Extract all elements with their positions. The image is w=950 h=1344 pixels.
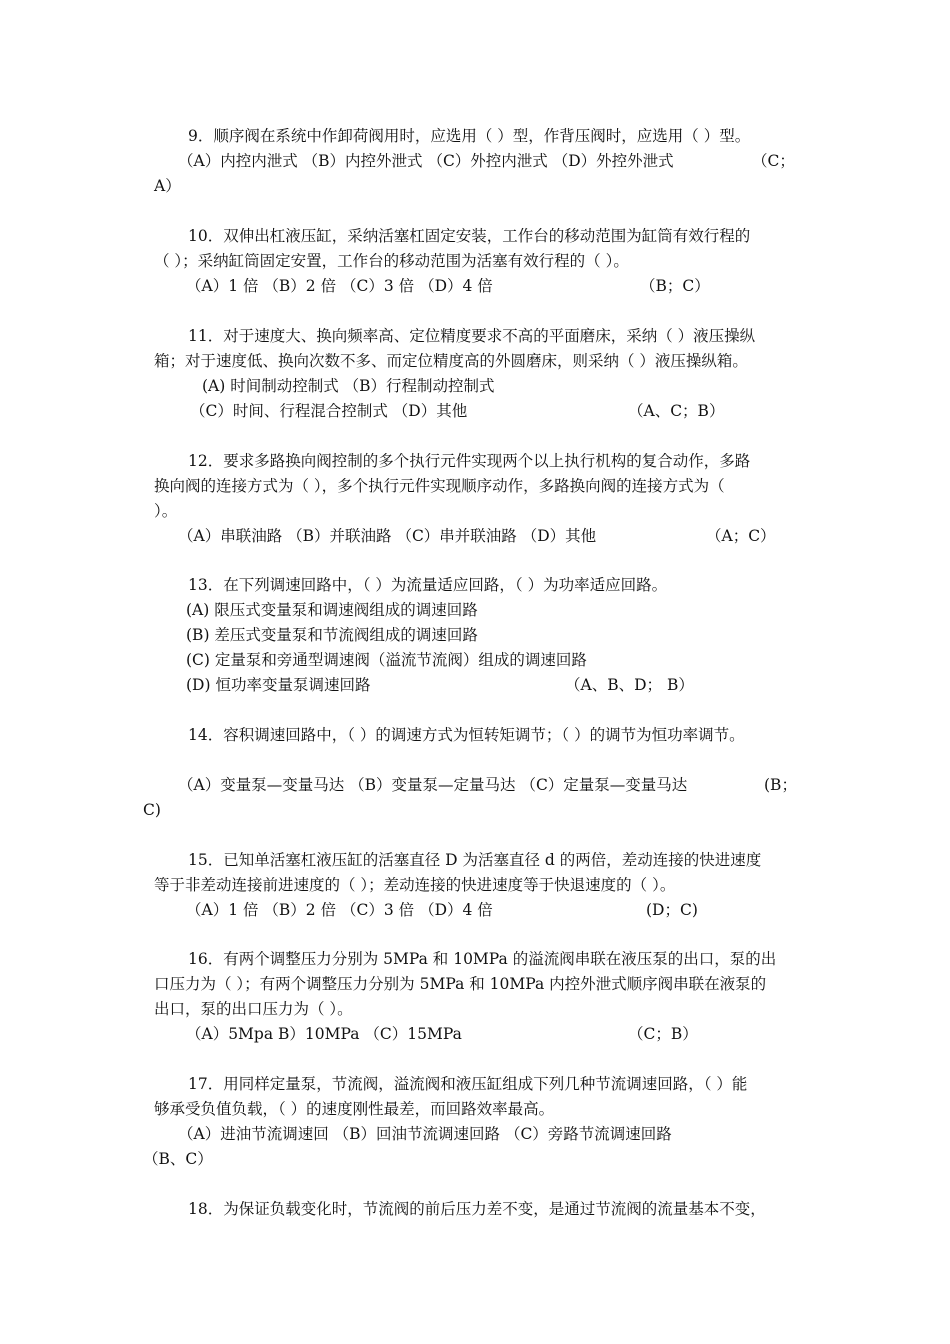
question-13-option-c: (C) 定量泵和旁通型调速阀（溢流节流阀）组成的调速回路 [186, 651, 587, 669]
question-10-options: （A）1 倍 （B）2 倍 （C）3 倍 （D）4 倍 [186, 277, 493, 295]
question-17-answer: （B、C） [143, 1150, 213, 1168]
question-13-option-a: (A) 限压式变量泵和调速阀组成的调速回路 [186, 601, 478, 619]
question-9-answer-part-2: A） [154, 177, 181, 195]
question-13-option-b: (B) 差压式变量泵和节流阀组成的调速回路 [186, 626, 478, 644]
question-11-stem-line-2: 箱；对于速度低、换向次数不多、而定位精度高的外圆磨床，则采纳（ ）液压操纵箱。 [154, 352, 748, 370]
question-9-stem-line-1: 9．顺序阀在系统中作卸荷阀用时，应选用（ ）型，作背压阀时，应选用（ ）型。 [188, 127, 751, 145]
question-16-answer: （C；B） [628, 1025, 698, 1043]
question-14-options: （A）变量泵—变量马达 （B）变量泵—定量马达 （C）定量泵—变量马达 [178, 776, 688, 794]
question-10-stem-line-1: 10．双伸出杠液压缸，采纳活塞杠固定安装，工作台的移动范围为缸筒有效行程的 [188, 227, 751, 245]
question-15-stem-line-2: 等于非差动连接前进速度的（ ）；差动连接的快进速度等于快退速度的（ ）。 [154, 876, 676, 894]
question-16-stem-line-3: 出口，泵的出口压力为（ ）。 [154, 1000, 353, 1018]
question-13-option-d: (D) 恒功率变量泵调速回路 [186, 676, 371, 694]
question-12-options: （A）串联油路 （B）并联油路 （C）串并联油路 （D）其他 [178, 527, 597, 545]
question-11-options-line-2: （C）时间、行程混合控制式 （D）其他 [190, 402, 468, 420]
question-14-answer-part-1: (B； [764, 776, 797, 794]
question-14-stem-line-1: 14．容积调速回路中，（ ）的调速方式为恒转矩调节；（ ）的调节为恒功率调节。 [188, 726, 745, 744]
question-10-answer: （B；C） [640, 277, 710, 295]
question-16-stem-line-2: 口压力为（ ）；有两个调整压力分别为 5MPa 和 10MPa 内控外泄式顺序阀串联在液泵的 [154, 975, 767, 993]
question-9-answer-part-1: （C； [752, 152, 795, 170]
question-11-answer: （A、C；B） [628, 402, 725, 420]
question-10-stem-line-2: （ ）；采纳缸筒固定安置，工作台的移动范围为活塞有效行程的（ ）。 [154, 252, 629, 270]
question-12-stem-line-1: 12．要求多路换向阀控制的多个执行元件实现两个以上执行机构的复合动作，多路 [188, 452, 751, 470]
question-12-stem-line-2: 换向阀的连接方式为（ ），多个执行元件实现顺序动作，多路换向阀的连接方式为（ [154, 477, 725, 495]
question-17-stem-line-1: 17．用同样定量泵，节流阀，溢流阀和液压缸组成下列几种节流调速回路，（ ）能 [188, 1075, 748, 1093]
question-17-stem-line-2: 够承受负值负载，（ ）的速度刚性最差，而回路效率最高。 [154, 1100, 555, 1118]
question-15-stem-line-1: 15．已知单活塞杠液压缸的活塞直径 D 为活塞直径 d 的两倍，差动连接的快进速度 [188, 851, 762, 869]
question-14-answer-part-2: C) [143, 801, 161, 819]
question-13-stem-line-1: 13．在下列调速回路中，（ ）为流量适应回路，（ ）为功率适应回路。 [188, 576, 668, 594]
question-9-options: （A）内控内泄式 （B）内控外泄式 （C）外控内泄式 （D）外控外泄式 [178, 152, 674, 170]
question-13-answer: （A、B、D； B） [565, 676, 694, 694]
question-16-options: （A）5Mpa B）10MPa （C）15MPa [186, 1025, 462, 1043]
question-18-stem-line-1: 18．为保证负载变化时，节流阀的前后压力差不变，是通过节流阀的流量基本不变， [188, 1200, 766, 1218]
question-16-stem-line-1: 16．有两个调整压力分别为 5MPa 和 10MPa 的溢流阀串联在液压泵的出口，泵的出 [188, 950, 777, 968]
question-12-stem-line-3: ）。 [154, 502, 178, 520]
question-12-answer: （A；C） [706, 527, 776, 545]
question-15-options: （A）1 倍 （B）2 倍 （C）3 倍 （D）4 倍 [186, 901, 493, 919]
question-11-stem-line-1: 11．对于速度大、换向频率高、定位精度要求不高的平面磨床，采纳（ ）液压操纵 [188, 327, 756, 345]
question-15-answer: (D；C) [646, 901, 698, 919]
question-11-options-line-1: (A) 时间制动控制式 （B）行程制动控制式 [202, 377, 495, 395]
question-17-options: （A）进油节流调速回 （B）回油节流调速回路 （C）旁路节流调速回路 [178, 1125, 672, 1143]
